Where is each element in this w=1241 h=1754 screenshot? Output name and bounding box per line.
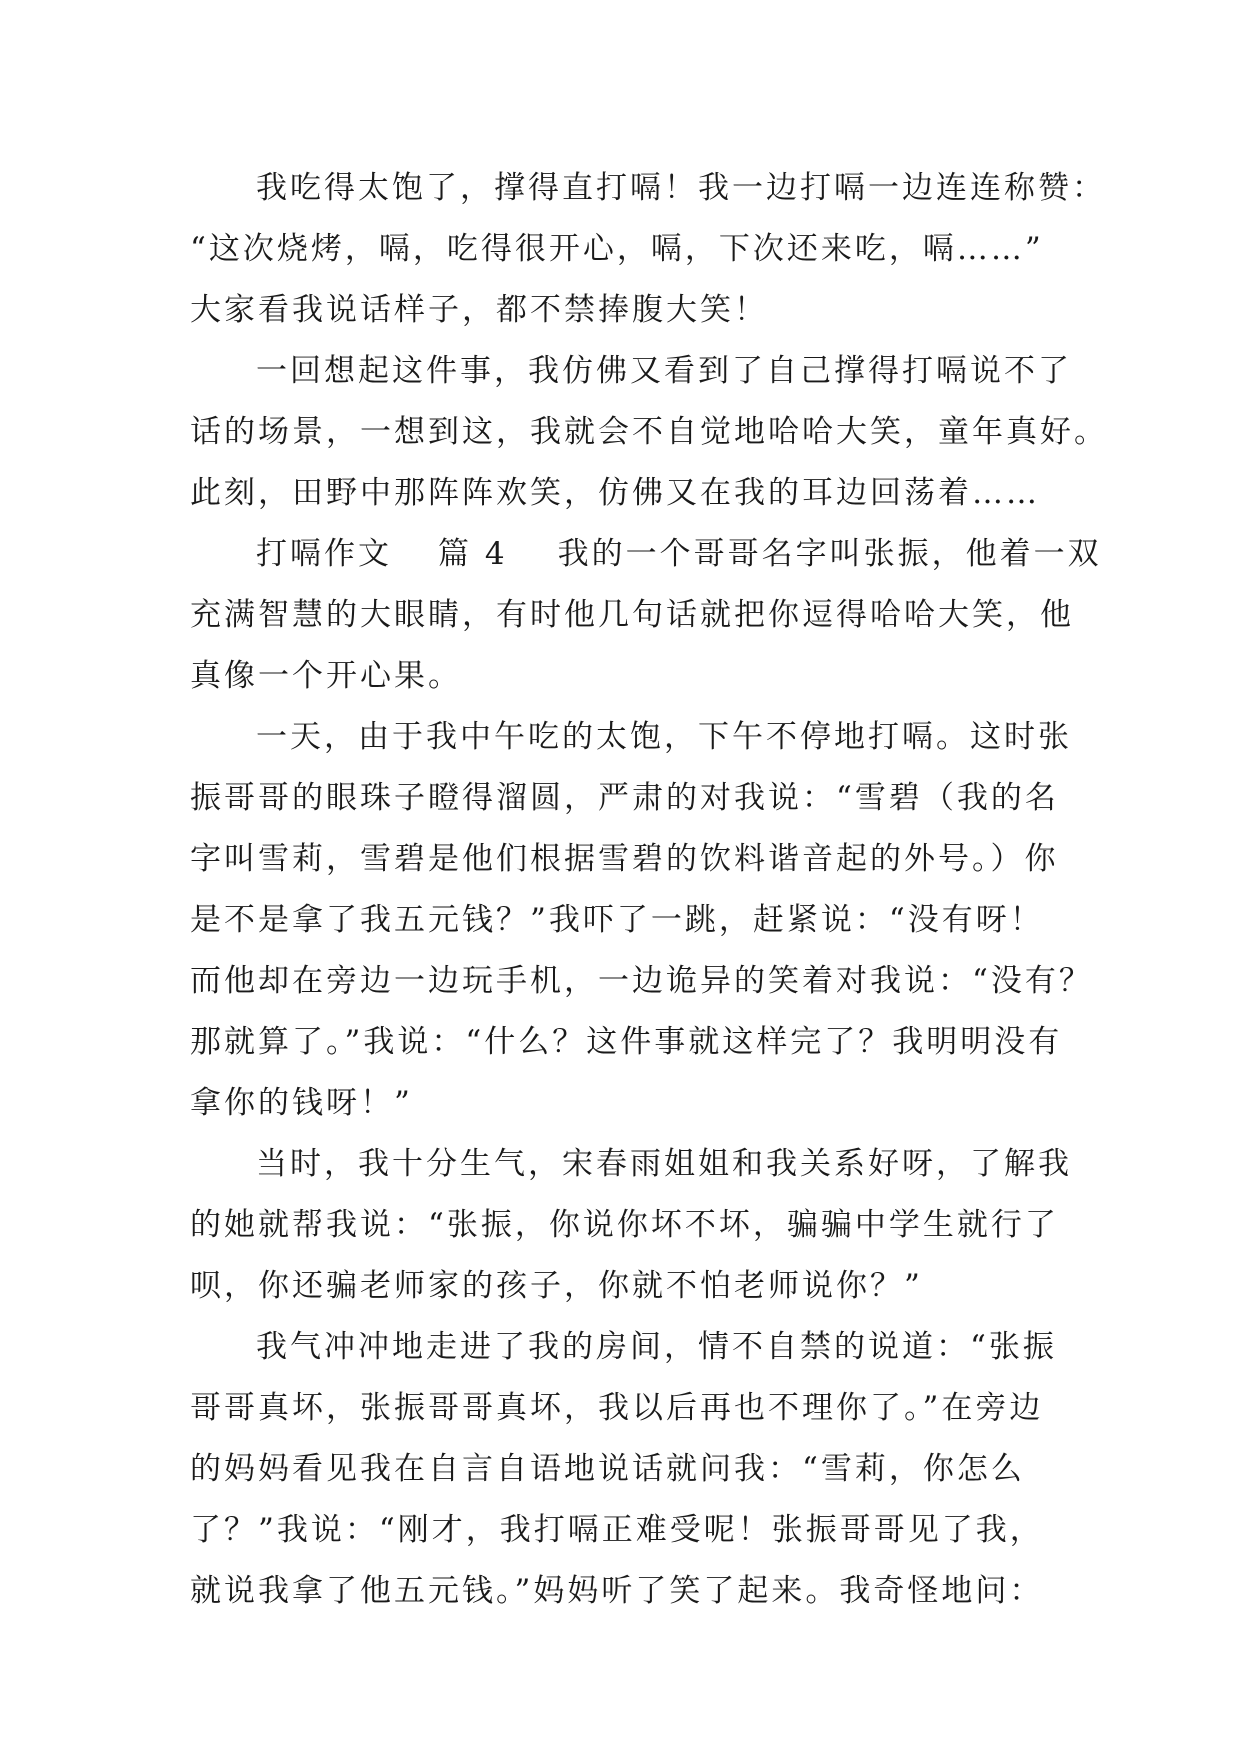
paragraph-line: 是不是拿了我五元钱？”我吓了一跳，赶紧说：“没有呀！ xyxy=(190,902,1044,938)
paragraph-line: 呗，你还骗老师家的孩子，你就不怕老师说你？” xyxy=(190,1268,923,1304)
article-body xyxy=(190,158,1108,1622)
paragraph-line: 大家看我说话样子，都不禁捧腹大笑！ xyxy=(190,292,768,328)
paragraph-line: 字叫雪莉，雪碧是他们根据雪碧的饮料谐音起的外号。）你 xyxy=(190,841,1059,877)
paragraph-line: 的她就帮我说：“张振，你说你坏不坏，骗骗中学生就行了 xyxy=(190,1207,1059,1243)
paragraph-line: 我气冲冲地走进了我的房间，情不自禁的说道：“张振 xyxy=(256,1329,1057,1365)
paragraph-line: 哥哥真坏，张振哥哥真坏，我以后再也不理你了。”在旁边 xyxy=(190,1390,1044,1426)
paragraph-line: 一天，由于我中午吃的太饱，下午不停地打嗝。这时张 xyxy=(256,719,1072,755)
section-title: 打嗝作文 xyxy=(256,536,392,572)
paragraph-line: 此刻，田野中那阵阵欢笑，仿佛又在我的耳边回荡着…… xyxy=(190,475,1040,511)
section-number: 篇 4 xyxy=(438,536,508,572)
section-heading-line xyxy=(190,524,1102,585)
paragraph-line: 充满智慧的大眼睛，有时他几句话就把你逗得哈哈大笑，他 xyxy=(190,597,1074,633)
paragraph-line: 而他却在旁边一边玩手机，一边诡异的笑着对我说：“没有？ xyxy=(190,963,1093,999)
paragraph-line: “这次烧烤，嗝，吃得很开心，嗝，下次还来吃，嗝……” xyxy=(190,231,1044,267)
paragraph-line: 振哥哥的眼珠子瞪得溜圆，严肃的对我说：“雪碧（我的名 xyxy=(190,780,1059,816)
paragraph-line: 真像一个开心果。 xyxy=(190,658,462,694)
paragraph-line: 当时，我十分生气，宋春雨姐姐和我关系好呀，了解我 xyxy=(256,1146,1072,1182)
paragraph-line: 一回想起这件事，我仿佛又看到了自己撑得打嗝说不了 xyxy=(256,353,1072,389)
paragraph-line: 就说我拿了他五元钱。”妈妈听了笑了起来。我奇怪地问： xyxy=(190,1573,1044,1609)
paragraph-line: 我吃得太饱了，撑得直打嗝！我一边打嗝一边连连称赞： xyxy=(256,170,1106,206)
paragraph-line: 拿你的钱呀！” xyxy=(190,1085,413,1121)
paragraph-line: 话的场景，一想到这，我就会不自觉地哈哈大笑，童年真好。 xyxy=(190,414,1108,450)
paragraph-start: 我的一个哥哥名字叫张振，他着一双 xyxy=(557,536,1102,572)
paragraph-line: 的妈妈看见我在自言自语地说话就问我：“雪莉，你怎么 xyxy=(190,1451,1025,1487)
paragraph-line: 那就算了。”我说：“什么？这件事就这样完了？我明明没有 xyxy=(190,1024,1063,1060)
paragraph-line: 了？”我说：“刚才，我打嗝正难受呢！张振哥哥见了我， xyxy=(190,1512,1044,1548)
